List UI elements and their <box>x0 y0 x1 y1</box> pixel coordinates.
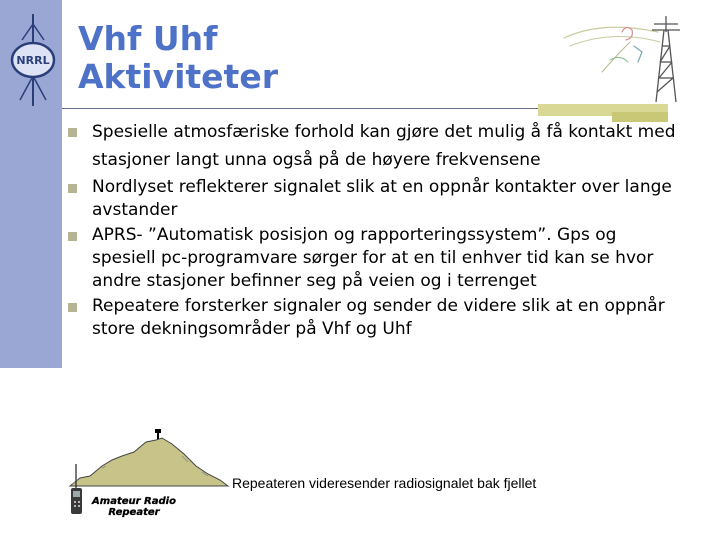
bullet-item <box>62 295 682 341</box>
bullet-text: Nordlyset reflekterer signalet slik at en oppnår kontakter over lange avstander <box>92 177 672 220</box>
image-label-line-1: Amateur Radio <box>92 496 176 507</box>
bullet-square-icon <box>68 128 77 137</box>
repeater-mountain-illustration <box>62 394 230 518</box>
antenna-tower-illustration <box>560 12 690 108</box>
logo-text: NRRL <box>16 54 50 67</box>
slide-title <box>78 20 278 96</box>
title-line-1: Vhf Uhf <box>78 19 218 58</box>
bullet-item <box>62 118 682 174</box>
bullet-text: Repeatere forsterker signaler og sender de videre slik at en oppnår store dekningsområder på Vhf og Uhf <box>92 296 665 339</box>
bullet-list <box>62 118 682 343</box>
bullet-item <box>62 224 682 293</box>
title-line-2: Aktiviteter <box>78 57 278 96</box>
nrrl-logo-icon <box>10 14 56 106</box>
bullet-square-icon <box>68 232 77 241</box>
image-caption: Repeateren videresender radiosignalet bak fjellet <box>232 475 537 491</box>
image-label-line-2: Repeater <box>108 507 160 518</box>
bullet-text: APRS- ”Automatisk posisjon og rapporteringssystem”. Gps og spesiell pc-programvare sørger for at en til enhver tid kan se hvor andre stasjoner befinner seg på veien og i terrenget <box>92 225 654 291</box>
bullet-text: Spesielle atmosfæriske forhold kan gjøre det mulig å få kontakt med stasjoner langt unna også på de høyere frekvensene <box>92 122 676 170</box>
bullet-square-icon <box>68 184 77 193</box>
bullet-item <box>62 176 682 222</box>
bullet-square-icon <box>68 303 77 312</box>
